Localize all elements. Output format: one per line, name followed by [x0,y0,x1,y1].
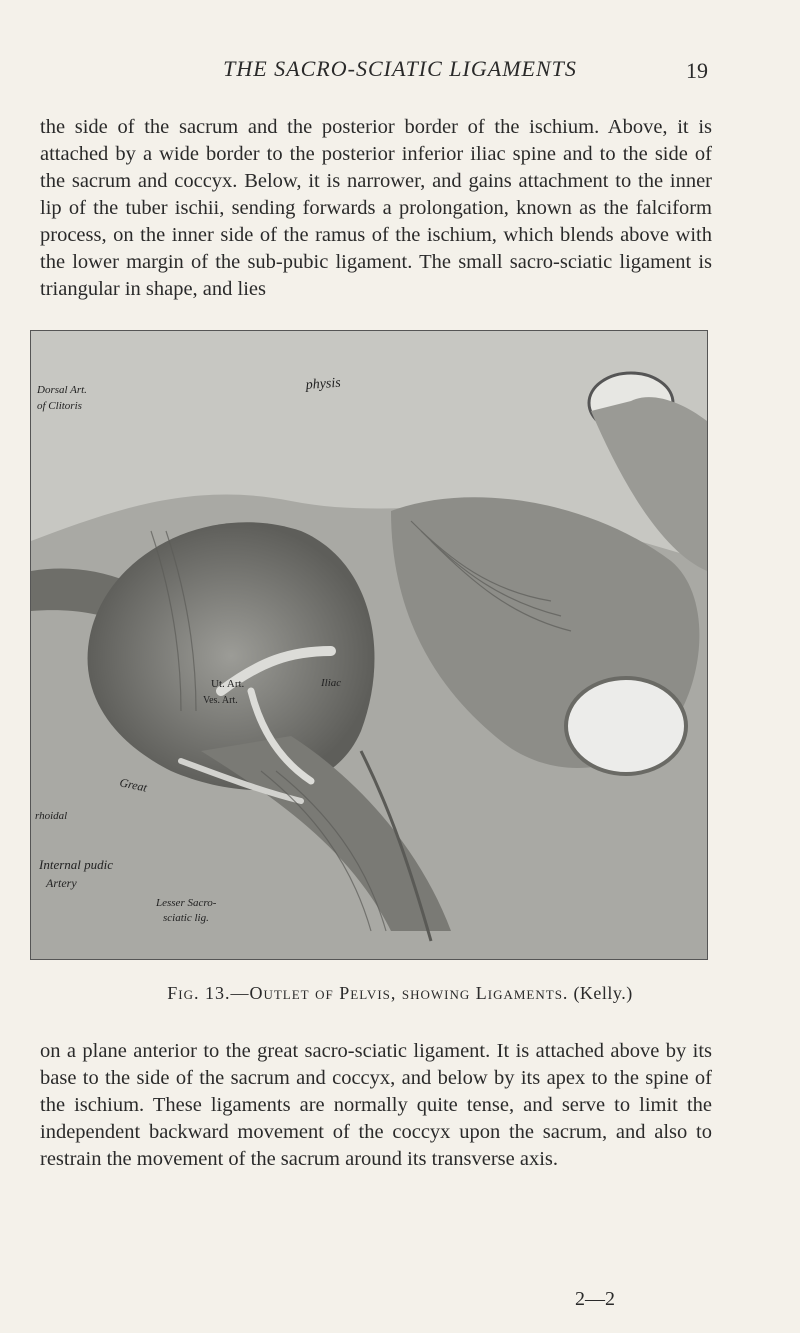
paragraph-bottom: on a plane anterior to the great sacro-sciatic ligament. It is attached above by its base to the side of the sacrum and coccyx, and below by its apex to the spine of the ischium. These ligaments are normally quite tense, and serve to limit the independent backward movement of the coccyx upon the sacrum, and also to restrain the movement of the sacrum around its transverse axis. [40,1039,712,1170]
label-iliac: Iliac [321,677,342,689]
label-lesser-sacro: Lesser Sacro- [156,897,217,909]
pelvis-illustration [31,331,707,959]
label-artery: Artery [46,876,77,890]
label-great: Great [118,775,149,795]
caption-credit: (Kelly.) [573,983,633,1003]
label-dorsal-art: Dorsal Art. [37,384,87,396]
obturator-foramen [566,678,686,774]
caption-prefix: Fig. 13. [167,983,231,1003]
caption-title: —Outlet of Pelvis, showing Ligaments. [230,983,569,1003]
label-of-clitoris: of Clitoris [37,400,82,412]
signature-mark: 2—2 [575,1288,615,1310]
anatomical-figure [30,330,708,960]
label-physis: physis [305,375,342,393]
figure-caption [0,983,800,1004]
label-ves-art: Ves. Art. [203,695,238,706]
label-ut-art: Ut. Art. [211,678,245,690]
label-sciatic-lig: sciatic lig. [163,912,209,924]
label-rhoidal: rhoidal [35,810,68,822]
label-internal-pudic: Internal pudic [39,857,114,872]
paragraph-top: the side of the sacrum and the posterior border of the ischium. Above, it is attached by a wide border to the posterior inferior iliac spine and to the side of the sacrum and coccyx. Below, it is narrower, and gains attachment to the inner lip of the tuber ischii, sending forwards a prolongation, known as the falciform process, on the inner side of the ramus of the ischium, which blends above with the lower margin of the sub-pubic ligament. The small sacro-sciatic ligament is triangular in shape, and lies [40,115,712,300]
page-number: 19 [686,58,708,83]
running-head: THE SACRO-SCIATIC LIGAMENTS [223,56,577,81]
